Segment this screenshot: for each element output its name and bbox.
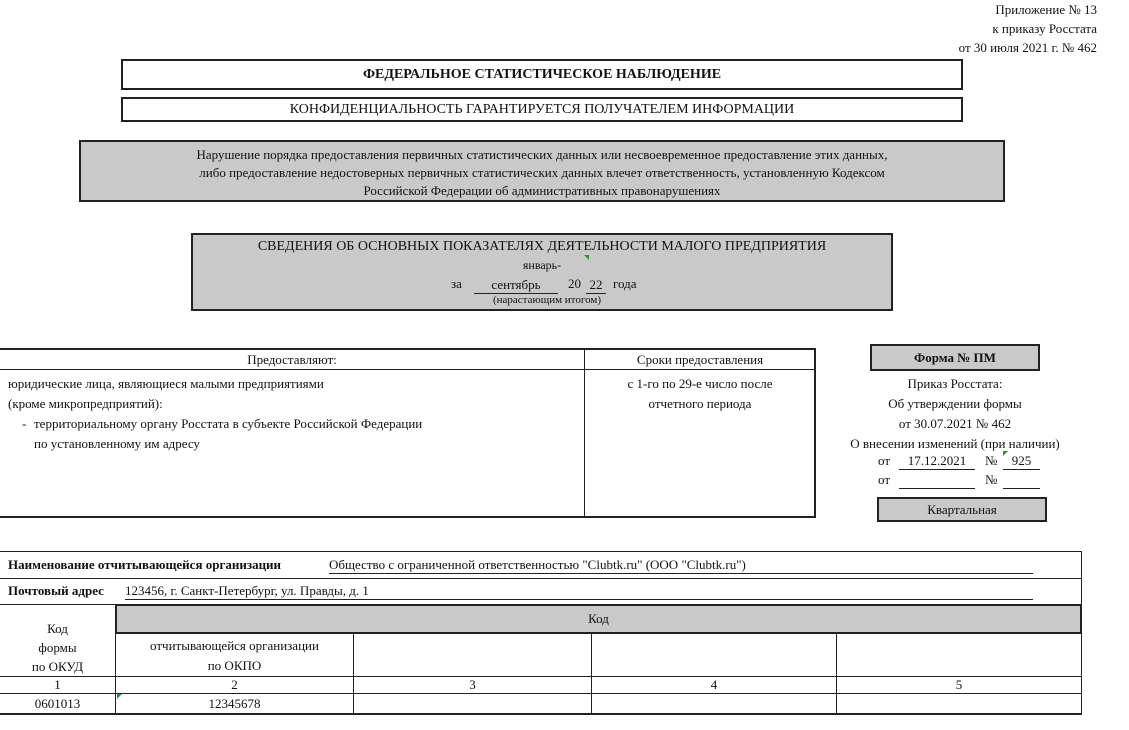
change-number: 925: [1003, 453, 1040, 470]
change-no-2: №: [985, 472, 998, 487]
okud-line-2: формы: [38, 640, 77, 655]
frequency-box: Квартальная: [877, 497, 1047, 522]
col-number-4: 4: [710, 677, 718, 692]
order-label: Приказ Росстата:: [907, 376, 1003, 391]
submitters-item: [8, 414, 422, 454]
okud-line-1: Код: [47, 621, 68, 636]
warning-line-2: либо предоставление недостоверных первичных статистических данных влечет ответственность, установленную Кодексом: [199, 165, 885, 180]
org-name-value: Общество с ограниченной ответственностью "Clubtk.ru" (ООО "Clubtk.ru"): [329, 557, 1033, 574]
col-number-3: 3: [469, 677, 476, 692]
cell-comment-marker: [1003, 451, 1008, 456]
submitters-line-3: территориальному органу Росстата в субъекте Российской Федерации: [34, 416, 423, 431]
federal-observation-title: ФЕДЕРАЛЬНОЕ СТАТИСТИЧЕСКОЕ НАБЛЮДЕНИЕ: [121, 59, 963, 90]
deadline-text: [585, 374, 815, 414]
col-number-1: 1: [54, 677, 61, 692]
change-number-2-line: [1003, 488, 1040, 489]
appendix-line-3: от 30 июля 2021 г. № 462: [958, 40, 1097, 55]
report-title: СВЕДЕНИЯ ОБ ОСНОВНЫХ ПОКАЗАТЕЛЯХ ДЕЯТЕЛЬНОСТИ МАЛОГО ПРЕДПРИЯТИЯ: [257, 239, 827, 254]
warning-line-3: Российской Федерации об административных правонарушениях: [363, 183, 721, 198]
submitters-dash: -: [22, 416, 27, 431]
appendix-note: [959, 0, 1097, 57]
okud-line-3: по ОКУД: [31, 659, 84, 674]
code-header: Код: [115, 604, 1082, 634]
confidentiality-note: КОНФИДЕНЦИАЛЬНОСТЬ ГАРАНТИРУЕТСЯ ПОЛУЧАТЕЛЕМ ИНФОРМАЦИИ: [121, 97, 963, 122]
appendix-line-2: к приказу Росстата: [992, 21, 1097, 36]
year-word: года: [613, 276, 637, 291]
col-number-5: 5: [955, 677, 963, 692]
submit-table: [0, 348, 816, 518]
period-end-month: сентябрь: [474, 276, 558, 294]
org-name-label: Наименование отчитывающейся организации: [8, 557, 282, 572]
change-no-1: №: [985, 453, 998, 468]
approval-date: от 30.07.2021 № 462: [898, 416, 1012, 431]
change-ot-1: от: [878, 453, 891, 468]
form-order-info: [833, 374, 1077, 454]
change-ot-2: от: [878, 472, 891, 487]
okud-value: 0601013: [34, 696, 81, 711]
okpo-header: [116, 636, 353, 676]
address-label: Почтовый адрес: [8, 583, 104, 598]
address-value: 123456, г. Санкт-Петербург, ул. Правды, д. 1: [125, 583, 1033, 600]
change-date: 17.12.2021: [899, 453, 975, 470]
okpo-line-1: отчитывающейся организации: [150, 638, 319, 653]
okpo-value: 12345678: [208, 696, 261, 711]
year-suffix: 22: [586, 276, 606, 294]
cell-comment-marker: [584, 255, 589, 260]
appendix-line-1: Приложение № 13: [995, 2, 1097, 17]
change-date-2-line: [899, 488, 975, 489]
changes-label: О внесении изменений (при наличии): [850, 436, 1060, 451]
okud-header: [0, 619, 115, 676]
submitters-text: [8, 374, 422, 454]
col-number-2: 2: [231, 677, 238, 692]
period-start: январь-: [522, 258, 562, 272]
approval-label: Об утверждении формы: [888, 396, 1022, 411]
deadlines-header: Сроки предоставления: [636, 352, 764, 367]
warning-box: [79, 140, 1005, 202]
year-prefix: 20: [568, 276, 581, 291]
deadline-line-1: с 1-го по 29-е число после: [627, 376, 773, 391]
submitters-header: Предоставляют:: [247, 352, 337, 367]
period-za: за: [451, 276, 462, 291]
org-name-row: [8, 557, 281, 573]
okpo-line-2: по ОКПО: [207, 658, 262, 673]
report-title-box: [191, 233, 893, 311]
warning-line-1: Нарушение порядка предоставления первичных статистических данных или несвоевременное предоставление этих данных,: [196, 147, 888, 162]
address-row: [8, 583, 104, 599]
cumulative-note: (нарастающим итогом): [492, 294, 601, 306]
deadline-line-2: отчетного периода: [648, 396, 752, 411]
form-name-box: Форма № ПМ: [870, 344, 1040, 371]
submitters-line-2: (кроме микропредприятий):: [8, 396, 163, 411]
cell-comment-marker: [117, 694, 122, 699]
submitters-line-4: по установленному им адресу: [34, 436, 200, 451]
organization-table: [0, 551, 1082, 715]
submitters-line-1: юридические лица, являющиеся малыми предприятиями: [8, 376, 324, 391]
